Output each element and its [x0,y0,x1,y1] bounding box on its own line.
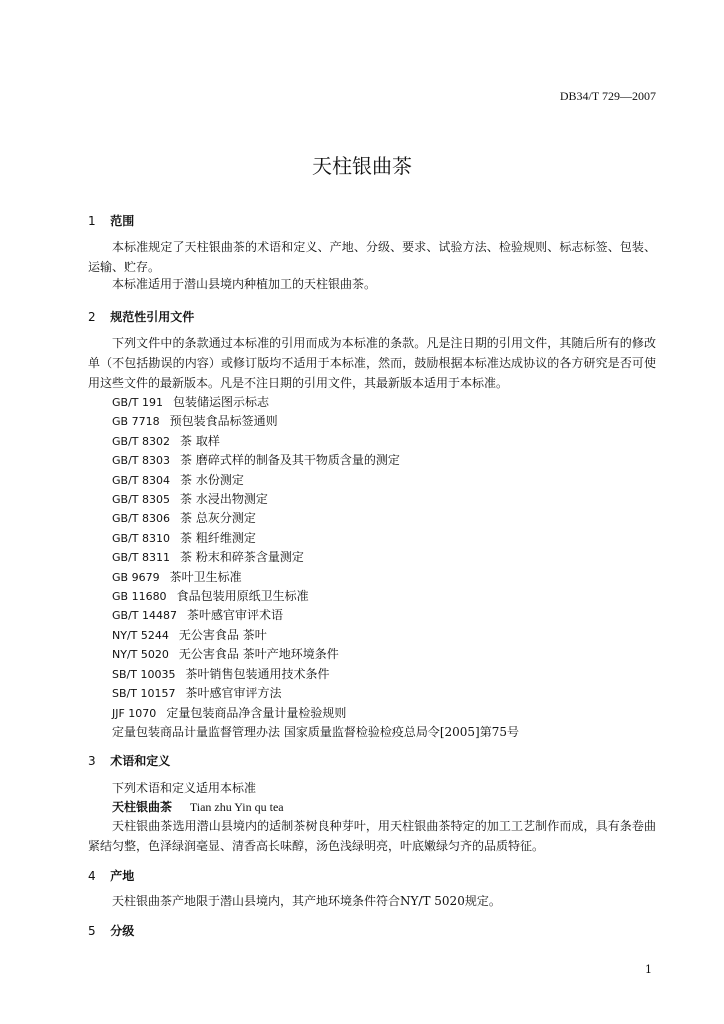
paragraph: 天柱银曲茶产地限于潜山县境内，其产地环境条件符合NY/T 5020规定。 [112,894,501,908]
reference-code: GB/T 8305 [112,493,170,507]
reference-code: GB/T 8306 [112,512,170,526]
reference-extra-line: 定量包装商品计量监督管理办法 国家质量监督检验检疫总局令[2005]第75号 [112,725,519,739]
reference-item [112,704,400,723]
reference-item [112,548,400,567]
section-number: 2 [88,310,96,324]
reference-title: 包装储运图示标志 [173,395,270,409]
section-number: 1 [88,214,96,228]
reference-item [112,606,400,625]
section-number: 4 [88,869,96,883]
reference-item [112,393,400,412]
section-number: 3 [88,754,96,768]
reference-code: GB/T 191 [112,396,163,409]
reference-title: 茶 总灰分测定 [180,511,256,526]
paragraph: 本标准规定了天柱银曲茶的术语和定义、产地、分级、要求、试验方法、检验规则、标志标签、包装、运输、贮存。 [88,240,656,274]
reference-item [112,587,400,606]
page-number: 1 [645,963,652,976]
reference-item [112,490,400,509]
reference-item [112,509,400,528]
reference-code: NY/T 5020 [112,648,169,662]
section-title: 术语和定义 [110,754,171,768]
reference-title: 茶 磨碎式样的制备及其干物质含量的测定 [180,453,400,468]
reference-code: GB 7718 [112,415,160,429]
reference-title: 茶 粗纤维测定 [180,530,256,545]
reference-title: 无公害食品 茶叶产地环境条件 [178,647,339,662]
term-english: Tian zhu Yin qu tea [189,800,284,814]
reference-item [112,568,400,587]
section-1-heading [88,212,134,229]
document-title: 天柱银曲茶 [312,154,412,178]
reference-code: GB/T 8302 [112,434,170,448]
reference-title: 预包装食品标签通则 [169,414,278,429]
term-definition: 天柱银曲茶选用潜山县境内的适制茶树良种芽叶，用天柱银曲茶特定的加工工艺制作而成，具有条卷曲紧结匀整，色泽绿润毫显、清香高长味醇，汤色浅绿明亮，叶底嫩绿匀齐的品质特征。 [88,819,656,853]
reference-code: GB 9679 [112,570,160,584]
section-2-heading [88,308,194,325]
reference-item [112,665,400,684]
reference-title: 茶叶销售包装通用技术条件 [185,666,330,681]
reference-item [112,451,400,470]
term-chinese: 天柱银曲茶 [112,800,173,814]
section-title: 规范性引用文件 [110,310,195,324]
reference-title: 茶叶感官审评术语 [187,608,284,623]
reference-item [112,471,400,490]
reference-title: 茶叶卫生标准 [169,569,242,584]
reference-list [112,393,400,723]
section-4-heading [88,867,134,884]
reference-title: 食品包装用原纸卫生标准 [176,589,309,604]
reference-code: GB/T 8303 [112,454,170,468]
reference-title: 定量包装商品净含量计量检验规则 [166,705,347,720]
paragraph: 下列文件中的条款通过本标准的引用而成为本标准的条款。凡是注日期的引用文件，其随后所有的修改单（不包括勘误的内容）或修订版均不适用于本标准，然而，鼓励根据本标准达成协议的各方研究是否可使用这些文件的最新版本。凡是不注日期的引用文件，其最新版本适用于本标准。 [88,336,656,390]
section-title: 产地 [110,869,135,883]
reference-item [112,684,400,703]
reference-item [112,529,400,548]
section-5-heading [88,922,134,939]
reference-code: SB/T 10157 [112,687,176,701]
reference-code: SB/T 10035 [112,667,176,681]
term-entry [112,798,284,815]
reference-item [112,432,400,451]
reference-title: 无公害食品 茶叶 [178,627,267,642]
reference-code: GB/T 8310 [112,531,170,545]
reference-code: GB 11680 [112,590,167,604]
section-3-heading [88,752,170,769]
reference-title: 茶 水浸出物测定 [180,492,268,507]
reference-code: NY/T 5244 [112,628,169,642]
section-number: 5 [88,924,96,938]
terms-intro: 下列术语和定义适用本标准 [112,781,257,795]
reference-code: GB/T 14487 [112,609,177,623]
reference-item [112,412,400,431]
reference-code: JJF 1070 [112,706,157,720]
section-title: 范围 [110,214,135,228]
reference-title: 茶叶感官审评方法 [185,686,282,701]
reference-title: 茶 粉末和碎茶含量测定 [180,550,304,565]
reference-item [112,645,400,664]
reference-title: 茶 取样 [180,433,220,448]
reference-code: GB/T 8304 [112,473,170,487]
reference-item [112,626,400,645]
reference-code: GB/T 8311 [112,551,170,565]
reference-title: 茶 水份测定 [180,472,244,487]
document-code: DB34/T 729—2007 [559,89,656,103]
section-title: 分级 [110,924,135,938]
paragraph: 本标准适用于潜山县境内种植加工的天柱银曲茶。 [112,277,377,291]
